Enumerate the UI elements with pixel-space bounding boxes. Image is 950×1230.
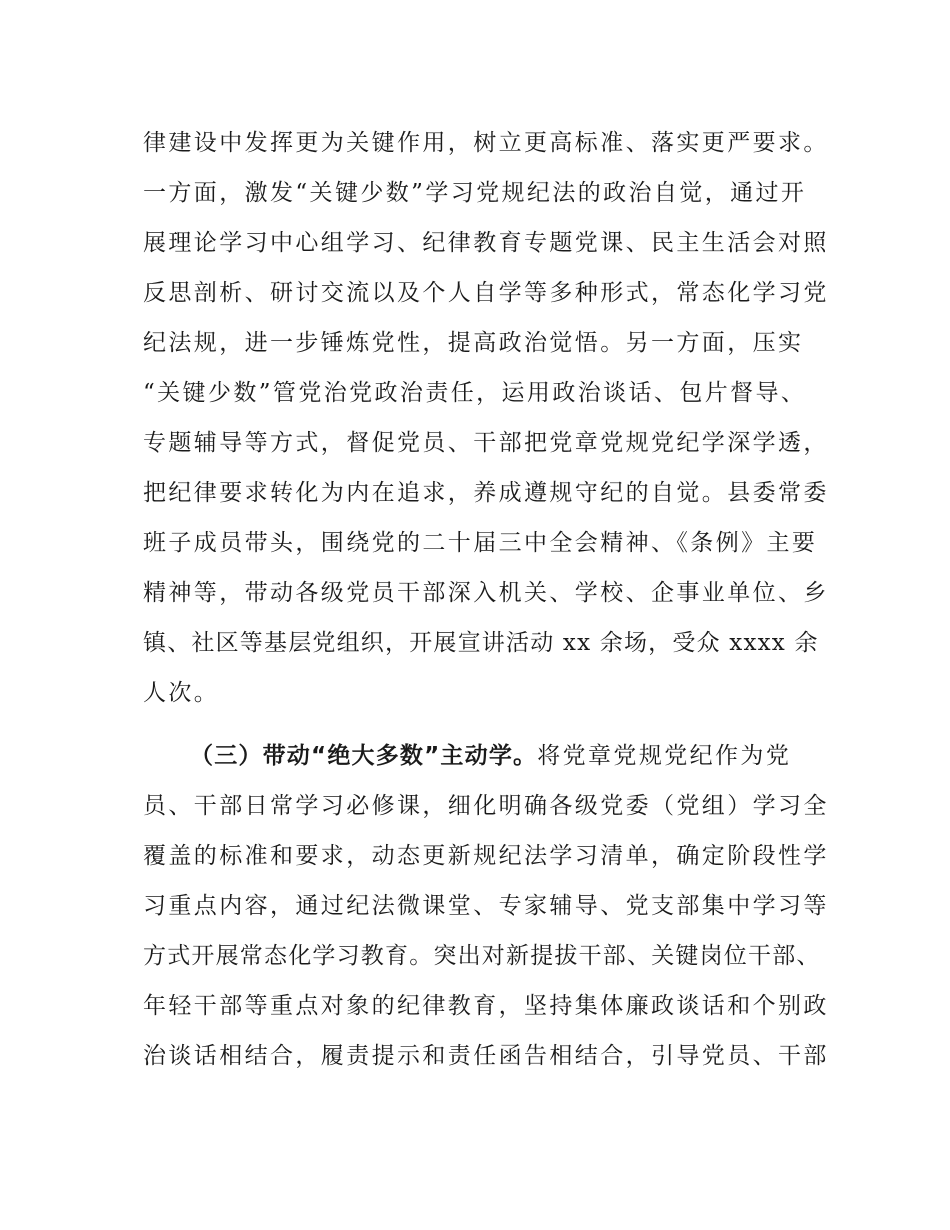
text-line: 专题辅导等方式，督促党员、干部把党章党规党纪学深学透， [143, 430, 829, 456]
text-line: 年轻干部等重点对象的纪律教育，坚持集体廉政谈话和个别政 [143, 993, 829, 1019]
text-line: “关键少数”管党治党政治责任，运用政治谈话、包片督导、 [143, 380, 807, 406]
text-line: 治谈话相结合，履责提示和责任函告相结合，引导党员、干部 [143, 1043, 829, 1069]
text-line: 镇、社区等基层党组织，开展宣讲活动 xx 余场，受众 xxxx 余 [143, 630, 819, 656]
paragraph-first-line [190, 741, 791, 771]
text-line: 反思剖析、研讨交流以及个人自学等多种形式，常态化学习党 [143, 280, 829, 306]
text-line: 覆盖的标准和要求，动态更新规纪法学习清单，确定阶段性学 [143, 843, 829, 869]
text-line: 班子成员带头，围绕党的二十届三中全会精神、《条例》主要 [143, 530, 818, 556]
text-span: 将党章党规党纪作为党 [537, 743, 792, 769]
text-line: 纪法规，进一步锤炼党性，提高政治觉悟。另一方面，压实 [143, 330, 804, 356]
text-line: 精神等，带动各级党员干部深入机关、学校、企事业单位、乡 [143, 580, 829, 606]
text-line: 习重点内容，通过纪法微课堂、专家辅导、党支部集中学习等 [143, 893, 829, 919]
text-line: 方式开展常态化学习教育。突出对新提拔干部、关键岗位干部、 [143, 943, 821, 969]
text-line: 人次。 [143, 680, 220, 706]
text-line: 员、干部日常学习必修课，细化明确各级党委（党组）学习全 [143, 793, 829, 819]
text-line: 把纪律要求转化为内在追求，养成遵规守纪的自觉。县委常委 [143, 480, 829, 506]
text-line: 展理论学习中心组学习、纪律教育专题党课、民主生活会对照 [143, 230, 829, 256]
text-line: 一方面，激发“关键少数”学习党规纪法的政治自觉，通过开 [143, 180, 807, 206]
text-line: 律建设中发挥更为关键作用，树立更高标准、落实更严要求。 [143, 130, 829, 156]
section-heading: （三）带动“绝大多数”主动学。 [190, 743, 538, 769]
